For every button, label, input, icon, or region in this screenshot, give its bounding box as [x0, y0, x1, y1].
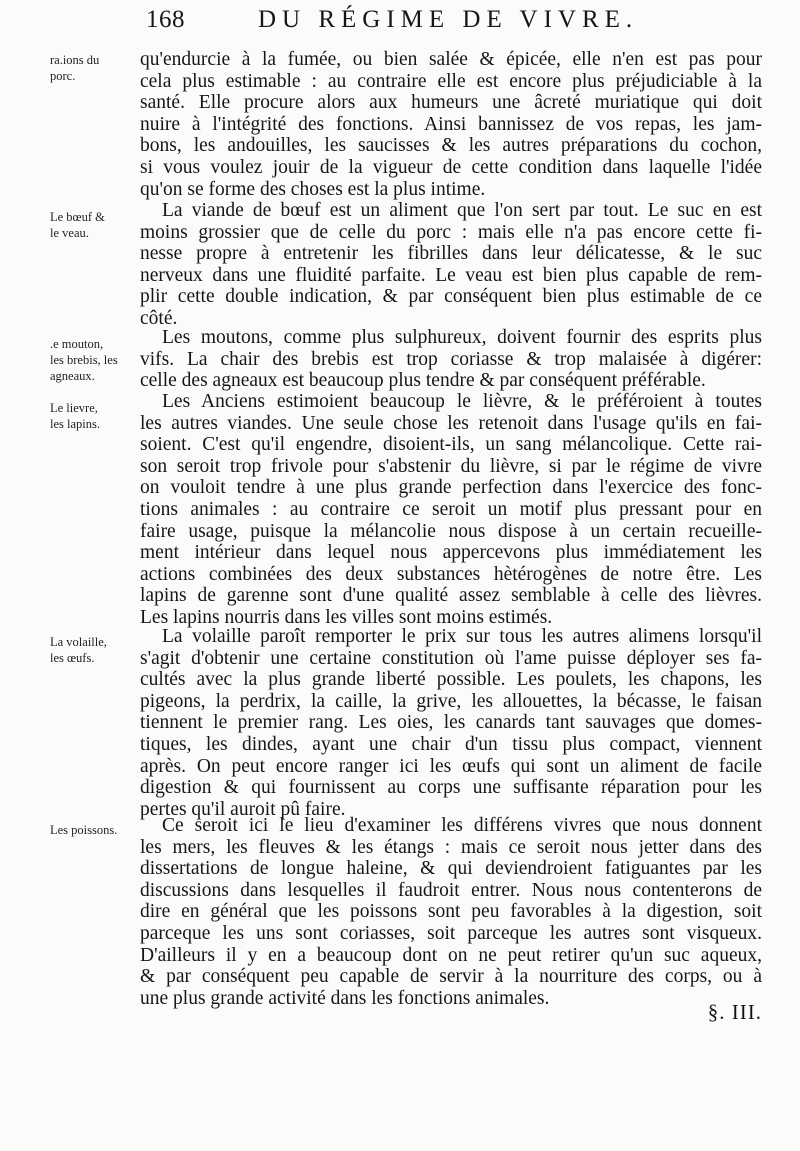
text-line: parceque les uns sont coriasses, soit parceque les autres sont visqueux. [140, 922, 762, 944]
margin-note-line: Les poissons. [50, 823, 118, 837]
margin-note-line: .e mouton, [50, 337, 104, 351]
text-line: bons, les andouilles, les saucisses & les autres préparations du cochon, [140, 135, 762, 157]
page-header [140, 6, 760, 40]
text-line: qu'endurcie à la fumée, ou bien salée & épicée, elle n'en est pas pour [140, 49, 762, 70]
text-line: nerveux dans une fluidité parfaite. Le veau est bien plus capable de rem- [140, 264, 762, 286]
text-line: tiques, les dindes, ayant une chair d'un tissu plus compact, viennent [140, 733, 762, 755]
text-line: les autres viandes. Une seule chose les retenoit dans l'usage qu'ils en fai- [140, 412, 762, 434]
text-line: tiennent le premier rang. Les oies, les canards tant sauvages que domes- [140, 712, 762, 734]
text-line: pertes qu'il auroit pû faire. [140, 798, 346, 820]
text-line: qu'on se forme des choses est la plus intime. [140, 178, 486, 200]
text-line: cela plus estimable : au contraire elle est encore plus préjudiciable à la [140, 70, 762, 92]
text-line: plir cette double indication, & par conséquent bien plus estimable de ce [140, 286, 762, 308]
text-line: pigeons, la perdrix, la caille, la grive, les allouettes, la bécasse, le faisan [140, 690, 762, 712]
text-line: Ce seroit ici le lieu d'examiner les différens vivres que nous donnent [162, 815, 762, 836]
margin-note-boeuf [50, 209, 138, 241]
text-line: faire usage, puisque la mélancolie nous dispose à un certain recueille- [140, 520, 762, 542]
text-line: vifs. La chair des brebis est trop coriasse & trop malaisée à digérer: [140, 348, 762, 370]
text-line: une plus grande activité dans les fonctions animales. [140, 987, 550, 1009]
text-line: digestion & qui fournissent au corps une suffisante réparation pour les [140, 777, 762, 799]
paragraph-poissons [140, 815, 762, 1009]
text-line: les mers, les fleuves & les étangs : mais ce seroit nous jetter dans des [140, 836, 762, 858]
text-line: moins grossier que de celle du porc : mais elle n'a pas encore cette fi- [140, 221, 762, 243]
paragraph-porc [140, 49, 762, 200]
text-line: discussions dans lesquelles il faudroit entrer. Nous nous contenterons de [140, 879, 762, 901]
margin-note-lievre [50, 400, 138, 432]
text-line: soient. C'est qu'il engendre, disoient-ils, un sang mélancolique. Cette rai- [140, 434, 762, 456]
paragraph-lievre-lapins [140, 391, 762, 629]
text-line: son seroit trop frivole pour s'abstenir du lièvre, si par le régime de vivre [140, 455, 762, 477]
margin-note-line: les brebis, les [50, 353, 118, 367]
text-line: nuire à l'intégrité des fonctions. Ainsi bannissez de vos repas, les jam- [140, 113, 762, 135]
text-line: cultés avec la plus grande liberté possible. Les poulets, les chapons, les [140, 669, 762, 691]
text-line: ment intérieur dans lequel nous appercevons plus immédiatement les [140, 542, 762, 564]
text-line: santé. Elle procure alors aux humeurs une âcreté muriatique qui doit [140, 92, 762, 114]
paragraph-volaille-oeufs [140, 626, 762, 820]
text-line: & par conséquent peu capable de servir à la nourriture des corps, ou à [140, 966, 762, 988]
text-line: côté. [140, 307, 178, 329]
text-line: s'agit d'obtenir une certaine constitution où l'ame puisse déployer ses fa- [140, 647, 762, 669]
text-line: nesse propre à entretenir les fibrilles dans leur délicatesse, & le suc [140, 243, 762, 265]
margin-note-line: les lapins. [50, 417, 100, 431]
text-line: D'ailleurs il y en a beaucoup dont on ne peut retirer qu'un suc aqueux, [140, 944, 762, 966]
text-line: Les Anciens estimoient beaucoup le lièvre, & le préféroient à toutes [162, 391, 762, 412]
paragraph-boeuf-veau [140, 200, 762, 330]
text-line: Les lapins nourris dans les villes sont moins estimés. [140, 606, 553, 628]
margin-note-line: Le bœuf & [50, 210, 105, 224]
margin-note-line: les œufs. [50, 651, 95, 665]
margin-note-line: ra.ions du [50, 53, 100, 67]
margin-note-porc [50, 52, 138, 84]
running-head: DU RÉGIME DE VIVRE. [258, 6, 639, 33]
text-line: La volaille paroît remporter le prix sur tous les autres alimens lorsqu'il [162, 626, 762, 647]
text-line: actions combinées des deux substances hètérogènes de notre être. Les [140, 563, 762, 585]
text-line: La viande de bœuf est un aliment que l'on sert par tout. Le suc en est [162, 200, 762, 221]
text-line: Les moutons, comme plus sulphureux, doivent fournir des esprits plus [162, 327, 762, 348]
catchword: §. III. [707, 1000, 762, 1024]
margin-note-line: agneaux. [50, 369, 95, 383]
margin-note-line: le veau. [50, 226, 89, 240]
text-line: lapins de garenne sont d'une qualité assez semblable à celle des lièvres. [140, 585, 762, 607]
text-line: si vous voulez jouir de la vigueur de cette condition dans laquelle l'idée [140, 156, 762, 178]
page-number: 168 [146, 6, 185, 33]
margin-note-volaille [50, 634, 138, 666]
margin-note-poissons [50, 822, 138, 838]
margin-note-line: porc. [50, 69, 76, 83]
margin-note-line: Le lievre, [50, 401, 98, 415]
margin-note-mouton [50, 336, 138, 384]
text-line: on vouloit tendre à une plus grande perfection dans l'exercice des fonc- [140, 477, 762, 499]
text-line: après. On peut encore ranger ici les œufs qui sont un aliment de facile [140, 755, 762, 777]
text-line: celle des agneaux est beaucoup plus tendre & par conséquent préférable. [140, 370, 706, 392]
margin-note-line: La volaille, [50, 635, 107, 649]
text-line: tions animales : au contraire ce seroit un motif plus pressant pour en [140, 498, 762, 520]
text-line: dire en général que les poissons sont peu favorables à la digestion, soit [140, 901, 762, 923]
text-line: dissertations de longue haleine, & qui deviendroient fatiguantes par les [140, 858, 762, 880]
paragraph-moutons [140, 327, 762, 392]
